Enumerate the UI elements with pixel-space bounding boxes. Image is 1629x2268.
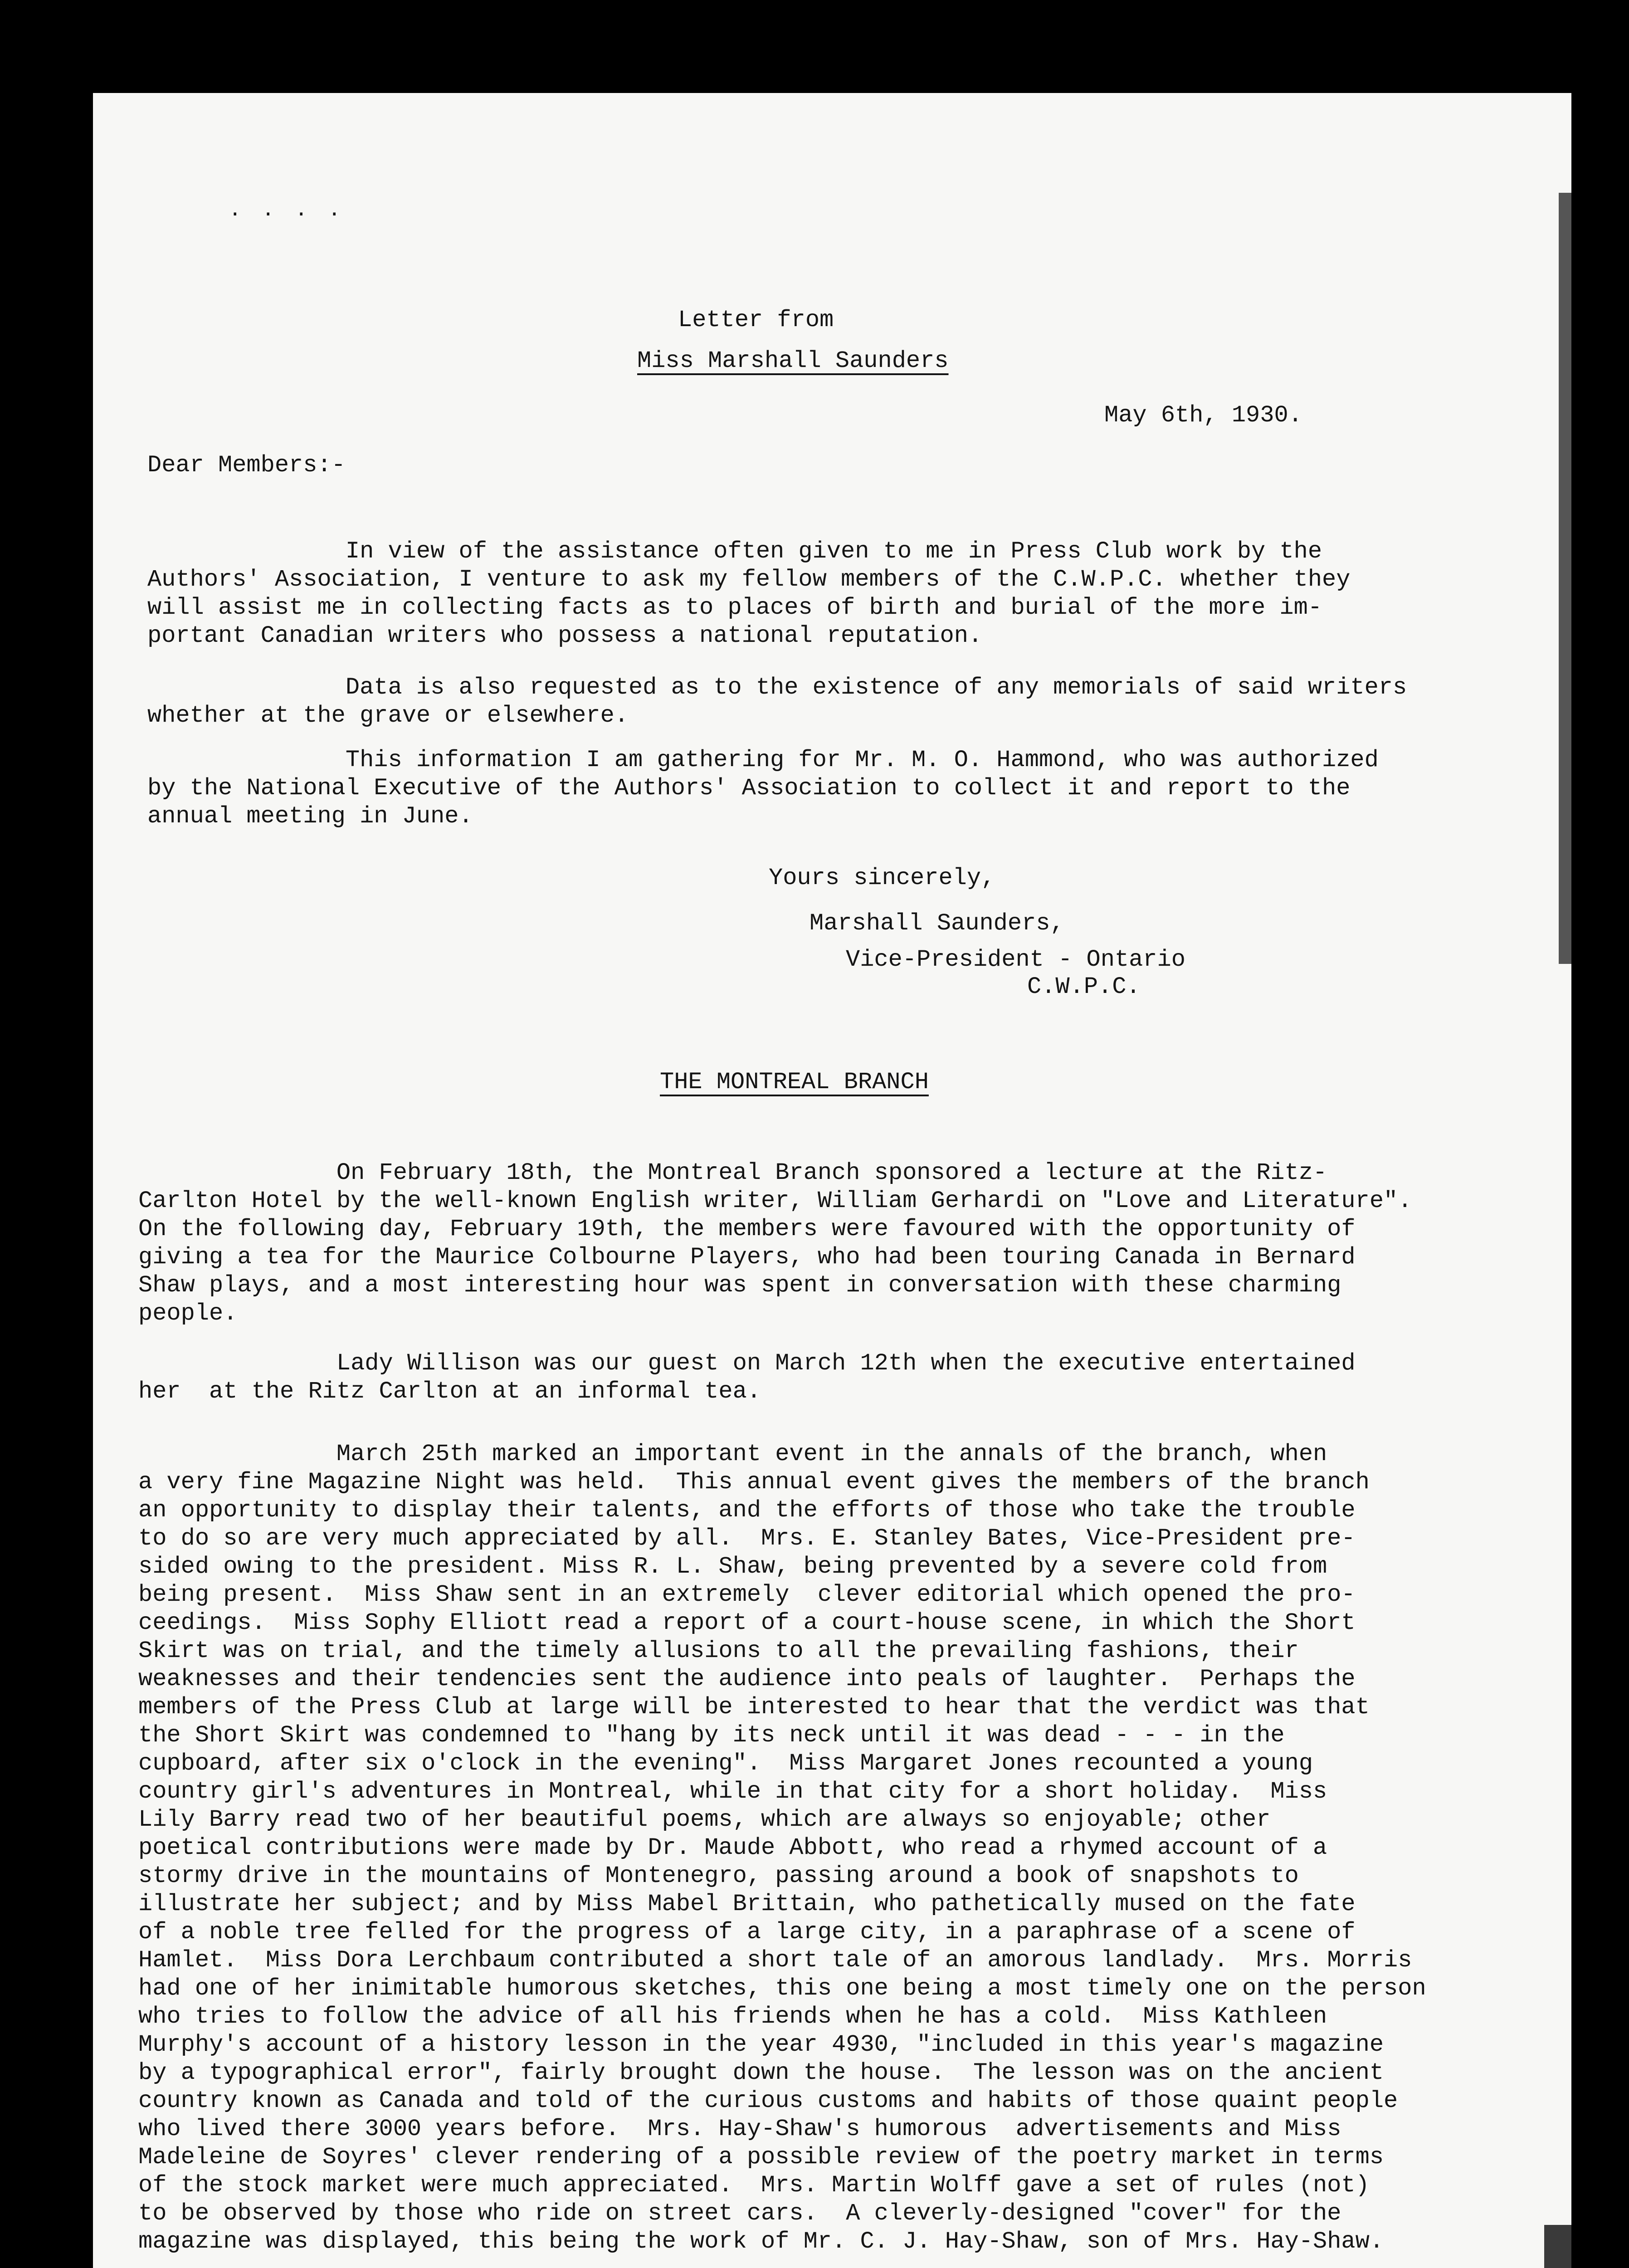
branch-paragraph: On February 18th, the Montreal Branch sponsored a lecture at the Ritz- Carlton Hotel by the well-known English writer, William Gerhardi on "Love and Literature". On the following day, February 19th, the members were favoured with the opportunity of giving a tea for the Maurice Colbourne Players, who had been touring Canada in Bernard Shaw plays, and a most interesting hour was spent in conversation with these charming people. xyxy=(138,1159,1412,1327)
letter-paragraph: Data is also requested as to the existence of any memorials of said writers whether at the grave or elsewhere. xyxy=(147,674,1407,729)
branch-paragraph: March 25th marked an important event in the annals of the branch, when a very fine Magazine Night was held. This annual event gives the members of the branch an opportunity to display their talents, and the efforts of those who take the trouble to do so are very much appreciated by all. Mrs. E. Stanley Bates, Vice-President pre- sided owing to the president. Miss R. L. Shaw, being prevented by a severe cold from being present. Miss Shaw sent in an extremely clever editorial which opened the pro- ceedings. Miss Sophy Elliott read a report of a court-house scene, in which the Short Skirt was on trial, and the timely allusions to all the prevailing fashions, their weaknesses and their tendencies sent the audience into peals of laughter. Perhaps the members of the Press Club at large will be interested to hear that the verdict was that the Short Skirt was condemned to "hang by its neck until it was dead - - - in the cupboard, after six o'clock in the evening". Miss Margaret Jones recounted a young country girl's adventures in Montreal, while in that city for a short holiday. Miss Lily Barry read two of her beautiful poems, which are always so enjoyable; other poetical contributions were made by Dr. Maude Abbott, who read a rhymed account of a stormy drive in the mountains of Montenegro, passing around a book of snapshots to illustrate her subject; and by Miss Mabel Brittain, who pathetically mused on the fate of a noble tree felled for the progress of a large city, in a paraphrase of a scene of Hamlet. Miss Dora Lerchbaum contributed a short tale of an amorous landlady. Mrs. Morris had one of her inimitable humorous sketches, this one being a most timely one on the person who tries to follow the advice of all his friends when he has a cold. Miss Kathleen Murphy's account of a history lesson in the year 4930, "included in this year's magazine by a typographical error", fairly brought down the house. The lesson was on the ancient country known as Canada and told of the curious customs and habits of those quaint people who lived there 3000 years before. Mrs. Hay-Shaw's humorous advertisements and Miss Madeleine de Soyres' clever rendering of a possible review of the poetry market in terms of the stock market were much appreciated. Mrs. Martin Wolff gave a set of rules (not) to be observed by those who ride on street cars. A cleverly-designed "cover" for the magazine was displayed, this being the work of Mr. C. J. Hay-Shaw, son of Mrs. Hay-Shaw. xyxy=(138,1441,1426,2255)
page-edge-shadow xyxy=(1544,2225,1571,2268)
letter-author-heading: Miss Marshall Saunders xyxy=(637,347,949,374)
letter-paragraph: This information I am gathering for Mr. M. O. Hammond, who was authorized by the National Executive of the Authors' Association to collect it and report to the annual meeting in June. xyxy=(147,747,1379,830)
document-page xyxy=(93,93,1571,2268)
salutation: Dear Members:- xyxy=(147,452,346,479)
signature-name: Marshall Saunders, xyxy=(810,910,1064,937)
signature-title: Vice-President - Ontario xyxy=(846,946,1185,973)
letter-heading: Letter from xyxy=(678,307,834,333)
section-heading: THE MONTREAL BRANCH xyxy=(660,1069,929,1095)
signature-closing: Yours sincerely, xyxy=(769,865,995,891)
letter-date: May 6th, 1930. xyxy=(1104,402,1302,429)
branch-paragraph: Lady Willison was our guest on March 12th when the executive entertained her at the Ritz Carlton at an informal tea. xyxy=(138,1350,1356,1405)
page-edge-shadow xyxy=(1559,193,1571,964)
letter-paragraph: In view of the assistance often given to me in Press Club work by the Authors' Association, I venture to ask my fellow members of the C.W.P.C. whether they will assist me in collecting facts as to places of birth and burial of the more im- portant Canadian writers who possess a national reputation. xyxy=(147,538,1351,649)
signature-org: C.W.P.C. xyxy=(1027,973,1141,1000)
page-marks: . . . . xyxy=(229,197,345,220)
